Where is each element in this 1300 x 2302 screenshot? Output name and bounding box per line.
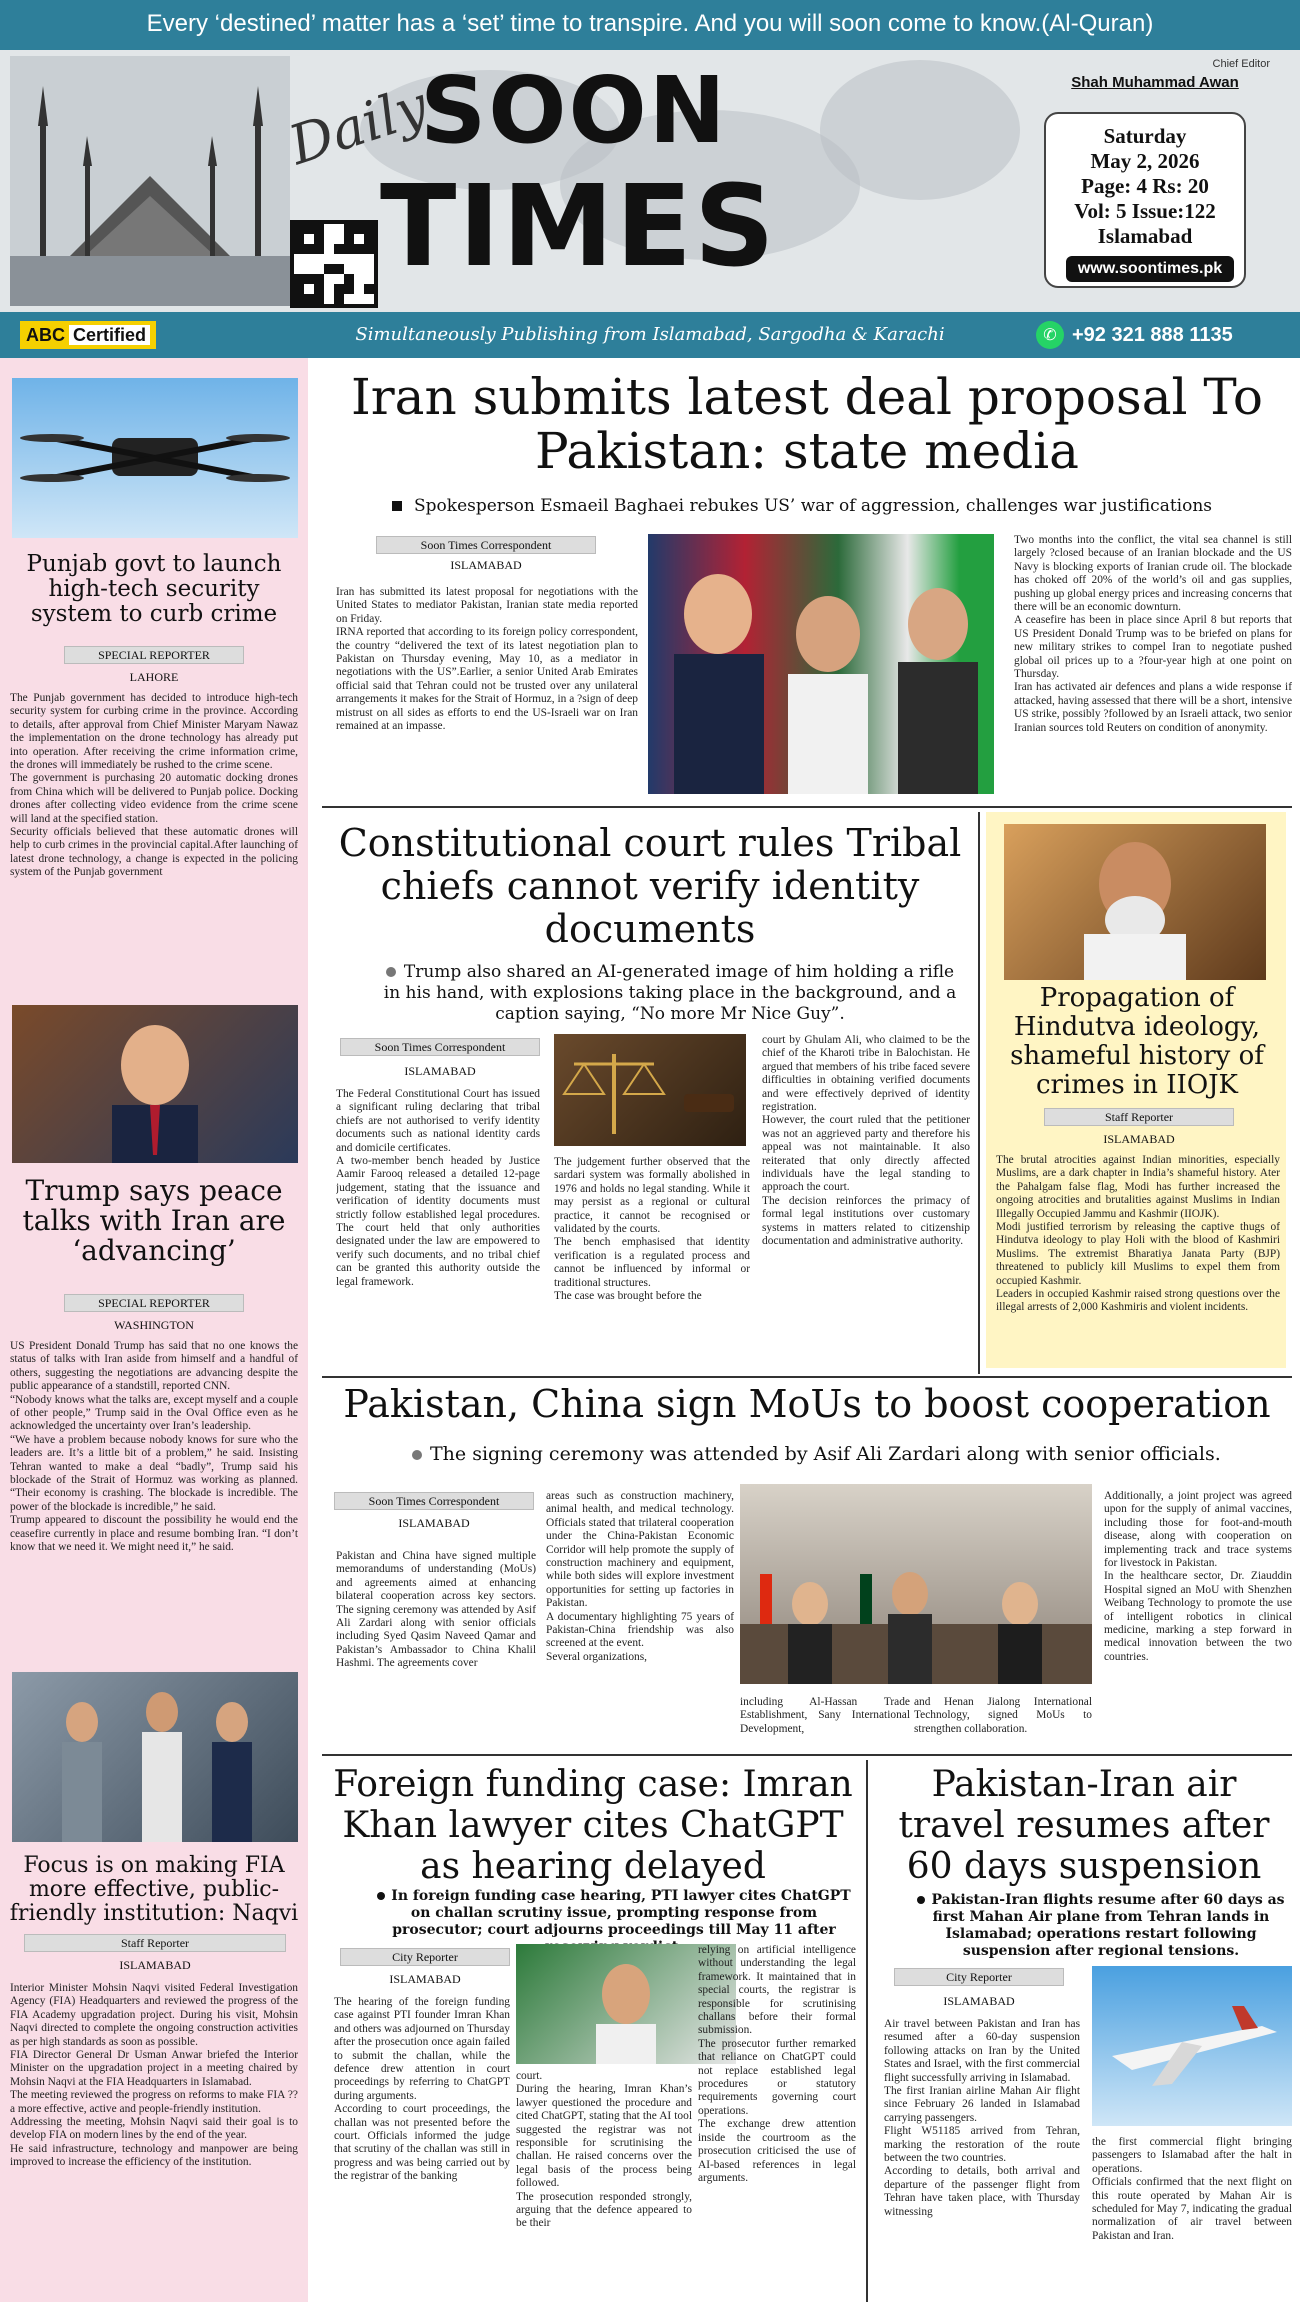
modi-photo	[1004, 824, 1266, 980]
a1-headline[interactable]: Punjab govt to launch high-tech security system to curb crime	[26, 551, 282, 627]
masthead-soon: SOON	[420, 57, 728, 164]
website-link[interactable]: www.soontimes.pk	[1066, 256, 1234, 282]
court-city: ISLAMABAD	[404, 1064, 476, 1078]
court-headline[interactable]: Constitutional court rules Tribal chiefs cannot verify identity documents	[338, 821, 962, 951]
bullet-icon	[392, 501, 402, 511]
trump-photo	[12, 1005, 298, 1163]
a2-headline[interactable]: Trump says peace talks with Iran are ‘advancing’	[22, 1174, 286, 1268]
lead-body-1: Iran has submitted its latest proposal for negotiations with the United States to mediator Pakistan, Iranian state media reported on Friday. IRNA reported that according to its foreign policy correspondent, the country “delivered the text of its latest negotiation plan to Pakistan on Thursday evening, May 10, as a mediator in negotiations with the US”.Earlier, a senior United Arab Emirates official said that Tehran could not be trusted over any unilateral arrangements it makes for the Strait of Hormuz, in a ?sign of deep mistrust on all sides as efforts to end the US-Israeli war on Iran remained at an impasse.	[336, 586, 638, 733]
a3-headline[interactable]: Focus is on making FIA more effective, public-friendly institution: Naqvi	[9, 1853, 299, 1926]
modi-city: ISLAMABAD	[1103, 1132, 1175, 1146]
a1-tag: SPECIAL REPORTER	[64, 646, 244, 664]
issue-page-price: Page: 4 Rs: 20	[1081, 174, 1209, 198]
bullet-icon	[917, 1896, 925, 1904]
imran-city: ISLAMABAD	[389, 1972, 461, 1986]
court-body-1: The Federal Constitutional Court has issued a significant ruling declaring that tribal chiefs are not authorised to verify identity documents such as national identity cards and domicile certificates. A two-member bench headed by Justice Aamir Farooq released a detailed 12-page judgement, stating that the issuance and verification of identity documents must strictly follow established legal procedures. The court held that only authorities designated under the law are empowered to verify such documents, and no tribal chief can be granted this authority outside the legal framework.	[336, 1088, 540, 1288]
imran-subhead-text: In foreign funding case hearing, PTI lawyer cites ChatGPT on challan scrutiny issue, prompting response from prosecutor; court adjourns proceedings till May 11 after	[391, 1888, 851, 1938]
phone-number[interactable]: +92 321 888 1135	[1072, 324, 1233, 346]
lead-tag: Soon Times Correspondent	[376, 536, 596, 554]
court-body-2: The judgement further observed that the sardari system was formally abolished in 1976 and holds no legal standing. While it may persist as a regional or cultural practice, it cannot be recognised or validated by the courts. The bench emphasised that identity verification is a regulated process and cannot be influenced by informal or traditional structures. The case was brought before the	[554, 1156, 750, 1303]
modi-tag: Staff Reporter	[1044, 1108, 1234, 1126]
china-caption-1: including Al-Hassan Trade Establishment, Sany International Development,	[740, 1696, 910, 1735]
a1-city: LAHORE	[129, 670, 179, 684]
court-subhead	[380, 962, 960, 1025]
issue-date: May 2, 2026	[1090, 149, 1200, 173]
china-city: ISLAMABAD	[398, 1516, 470, 1530]
imran-body-1: The hearing of the foreign funding case against PTI founder Imran Khan and others was adjourned on Thursday after the prosecution once again failed to submit the challan, while the defence drew attention in court proceedings by referring to ChatGPT during arguments. According to court proceedings, the challan was not presented before the court. Officials informed the judge that scrutiny of the challan was still in progress and was being carried out by the registrar of the banking	[334, 1996, 510, 2183]
modi-body: The brutal atrocities against Indian minorities, especially Muslims, are a dark chapter in India’s shameful history. Ater the Pahalgam false flag, Modi has further increased the ongoing atrocities and brutalities against Muslims in Indian Illegally Occupied Jammu and Kashmir (IIOJK). Modi justified terrorism by releasing the captive thugs of Hindutva ideology to play Holi with the blood of Kashmiri Muslims. The extremist Bharatiya Janata Party (BJP) threatened to publicly kill Muslims to expel them from occupied Kashmir. Leaders in occupied Kashmir raised strong questions over the illegal arrests of 2,000 Kashmiris and violent incidents.	[996, 1154, 1280, 1314]
lead-subhead-text: Spokesperson Esmaeil Baghaei rebukes US’ war of aggression, challenges war justifications	[414, 496, 1213, 516]
masthead	[0, 50, 1300, 312]
masthead-times: TIMES	[380, 162, 777, 292]
imran-body-2: court. During the hearing, Imran Khan’s lawyer questioned the procedure and cited ChatGPT, stating that the AI tool suggested the registrar was not responsible for scrutinising the challan. He raised concerns over the legal basis of the process being followed. The prosecution responded strongly, arguing that the defence appeared to be their	[516, 2070, 692, 2230]
qr-code[interactable]	[290, 220, 378, 308]
air-body-1: Air travel between Pakistan and Iran has resumed after a 60-day suspension following attacks on Iran by the United States and Israel, with the first commercial flight successfully arriving in Islamabad. The first Iranian airline Mahan Air flight since February 26 landed in Islamabad carrying passengers. Flight W51185 arrived from Tehran, marking the restoration of the route between the two countries. According to details, both arrival and departure of the passenger flight from Tehran have taken place, with Thursday witnessing	[884, 2018, 1080, 2218]
china-caption-2: and Henan Jialong International Technology, signed MoUs to strengthen collaboration.	[914, 1696, 1092, 1735]
whatsapp-icon: ✆	[1036, 321, 1064, 349]
top-quote-bar	[0, 0, 1300, 50]
china-body-1: Pakistan and China have signed multiple memorandums of understanding (MoUs) and agreements aimed at enhancing bilateral cooperation across key sectors. The signing ceremony was attended by Asif Ali Zardari along with senior officials including Syed Qasim Naveed Qamar and Pakistan’s Ambassador to China Khalil Hashmi. The agreements cover	[336, 1550, 536, 1670]
mou-signing-photo	[740, 1484, 1092, 1684]
china-subhead-text: The signing ceremony was attended by Asif Ali Zardari along with senior officials.	[430, 1443, 1221, 1465]
a2-body: US President Donald Trump has said that no one knows the status of talks with Iran aside from himself and a handful of others, suggesting the negotiations are advancing despite the public appearance of a standstill, reported CNN. “Nobody knows what the talks are, except myself and a couple of other people,” Trump said in the Oval Office even as he acknowledged the uncertainty over Iran’s leadership. “We have a problem because nobody knows for sure who the leaders are. It’s a little bit of a problem,” he said. Insisting Tehran wanted to make a deal “badly”, Trump said his blockade of the Strait of Hormuz was working as planned. “Their economy is crashing. The blockade is incredible. The power of the blockade is incredible,” he said. Trump appeared to discount the possibility he would end the ceasefire currently in place and resume bombing Iran. “I don’t know that we need it. We might need it,” he said.	[10, 1340, 298, 1554]
air-tag: City Reporter	[894, 1968, 1064, 1986]
publishing-cities: Simultaneously Publishing from Islamabad, Sargodha & Karachi	[355, 324, 945, 345]
daily-script: Daily	[281, 73, 435, 178]
bullet-icon	[412, 1450, 422, 1460]
air-subhead	[910, 1892, 1292, 1960]
a3-tag: Staff Reporter	[24, 1934, 286, 1952]
issue-day: Saturday	[1103, 124, 1187, 148]
court-tag: Soon Times Correspondent	[340, 1038, 540, 1056]
abc-badge	[20, 321, 156, 349]
a2-city: WASHINGTON	[114, 1318, 194, 1332]
bullet-icon	[377, 1892, 385, 1900]
court-body-3: court by Ghulam Ali, who claimed to be the chief of the Kharoti tribe in Balochistan. He argued that members of his tribe faced severe difficulties in obtaining verified documents and were effectively deprived of identity registration. However, the court ruled that the petitioner was not an aggrieved party and therefore his appeal was not maintainable. It also reiterated that only directly affected individuals have the legal standing to approach the court. The decision reinforces the primacy of formal legal institutions over customary systems in matters related to citizenship documentation and administrative authority.	[762, 1034, 970, 1248]
a3-body: Interior Minister Mohsin Naqvi visited Federal Investigation Agency (FIA) Headquarters and reviewed the progress of the FIA Academy upgradation project. During his visit, Mohsin Naqvi directed to complete the ongoing construction activities as per high standards as soon as possible. FIA Director General Dr Usman Anwar briefed the Interior Minister on the upgradation project in a meeting chaired by Mohsin Naqvi at the FIA Headquarters in Islamabad. The meeting reviewed the progress on reforms to make FIA ??a more effective, active and people-friendly institution. Addressing the meeting, Mohsin Naqvi said their goal is to develop FIA on modern lines by the end of the year. He said infrastructure, technology and manpower are being improved to increase the efficiency of the institution.	[10, 1982, 298, 2169]
imran-tag: City Reporter	[340, 1948, 510, 1966]
lead-subhead	[392, 496, 1292, 517]
bullet-icon	[386, 967, 396, 977]
china-subhead	[412, 1444, 1272, 1465]
quran-quote: Every ‘destined’ matter has a ‘set’ time to transpire. And you will soon come to know.(Al-Quran)	[146, 10, 1154, 37]
air-headline[interactable]: Pakistan-Iran air travel resumes after 60 days suspension	[898, 1764, 1270, 1887]
abc-text: ABC	[26, 325, 65, 345]
drone-photo	[12, 378, 298, 538]
a1-body: The Punjab government has decided to introduce high-tech security system for curbing crime in the province. According to details, after approval from Chief Minister Maryam Nawaz the implementation on the drone technology has already put into operation. After receiving the crime information crime, the drones will immediately be rushed to the crime scene. The government is purchasing 20 automatic docking drones from China which will be delivered to Punjab police. Docking drones after collecting video evidence from the crime scene will land at the specified station. Security officials believed that these automatic drones will help to curb crimes in the provincial capital.After launching of latest drone technology, a change is expected in the policing system of the Punjab government	[10, 692, 298, 879]
air-city: ISLAMABAD	[943, 1994, 1015, 2008]
leaders-photo	[648, 534, 994, 794]
certified-text: Certified	[69, 325, 150, 345]
divider	[322, 1754, 1292, 1756]
issue-vol: Vol: 5 Issue:122	[1074, 199, 1216, 223]
china-body-2: areas such as construction machinery, animal health, and medical technology. Officials stated that trilateral cooperation under the China-Pakistan Economic Corridor will help promote the supply of construction machinery and equipment, while both sides will explore investment opportunities for setting up factories in Pakistan. A documentary highlighting 75 years of Pakistan-China friendship was also screened at the event. Several organizations,	[546, 1490, 734, 1663]
modi-headline[interactable]: Propagation of Hindutva ideology, shameful history of crimes in IIOJK	[1010, 983, 1264, 1100]
naqvi-photo	[12, 1672, 298, 1842]
imran-body-3: relying on artificial intelligence without understanding the legal framework. It maintained that in special courts, the registrar is responsible for scrutinising challans before their formal submission. The prosecutor further remarked that reliance on ChatGPT could not replace established legal procedures or statutory requirements governing court operations. The exchange drew attention inside the courtroom as the prosecution criticised the use of AI-based references in legal arguments.	[698, 1944, 856, 2184]
chief-editor-label: Chief Editor	[1212, 58, 1270, 70]
a3-city: ISLAMABAD	[119, 1958, 191, 1972]
faisal-mosque-illustration	[10, 56, 290, 306]
justice-scales-photo	[554, 1034, 746, 1146]
china-headline[interactable]: Pakistan, China sign MoUs to boost cooperation	[343, 1382, 1271, 1426]
imran-headline[interactable]: Foreign funding case: Imran Khan lawyer cites ChatGPT as hearing delayed	[333, 1764, 853, 1887]
divider	[322, 1376, 1292, 1378]
divider	[978, 812, 980, 1374]
china-body-3: Additionally, a joint project was agreed upon for the supply of animal vaccines, including those for foot-and-mouth disease, along with cooperation on implementing track and trace systems for livestock in Pakistan. In the healthcare sector, Dr. Ziauddin Hospital signed an MoU with Shenzhen Weibang Technology to promote the use of intelligent robotics in clinical medicine, marking a step forward in medical innovation between the two countries.	[1104, 1490, 1292, 1663]
china-tag: Soon Times Correspondent	[334, 1492, 534, 1510]
air-subhead-text: Pakistan-Iran flights resume after 60 days as first Mahan Air plane from Tehran lands in Islamabad; operations restart following suspension after regional tensions.	[931, 1892, 1285, 1959]
lead-city: ISLAMABAD	[450, 558, 522, 572]
lead-headline[interactable]: Iran submits latest deal proposal To Pakistan: state media	[351, 368, 1263, 480]
issue-city: Islamabad	[1097, 224, 1193, 248]
lead-body-2: Two months into the conflict, the vital sea channel is still largely ?closed because of an Iranian blockade and the US Navy is blocking exports of Iranian crude oil. The blockade has choked off 20% of the world’s oil and gas supplies, pushing up global energy prices and increasing concerns that there will be an economic downturn. A ceasefire has been in place since April 8 but reports that US President Donald Trump was to be briefed on plans for new military strikes to compel Iran to negotiate pushed global oil prices up to a ?four-year high at one point on Thursday. Iran has activated air defences and plans a wide response if attacked, having assessed that there will be a short, intensive US strike, possibly ?followed by an Israeli attack, two senior Iranian sources told Reuters on condition of anonymity.	[1014, 534, 1292, 734]
divider	[866, 1760, 868, 2302]
air-body-2: the first commercial flight bringing passengers to Islamabad after the halt in operations. Officials confirmed that the next flight on this route operated by Mahan Air is scheduled for May 7, indicating the gradual normalization of air travel between Pakistan and Iran.	[1092, 2136, 1292, 2242]
airplane-photo	[1092, 1966, 1292, 2126]
court-subhead-text: Trump also shared an AI-generated image of him holding a rifle in his hand, with explosions taking place in the background, and a caption saying, “No more Mr Nice Guy”.	[383, 962, 957, 1024]
publishing-bar	[0, 312, 1300, 358]
chief-editor-name: Shah Muhammad Awan	[1071, 74, 1239, 91]
a2-tag: SPECIAL REPORTER	[64, 1294, 244, 1312]
divider	[322, 806, 1292, 808]
